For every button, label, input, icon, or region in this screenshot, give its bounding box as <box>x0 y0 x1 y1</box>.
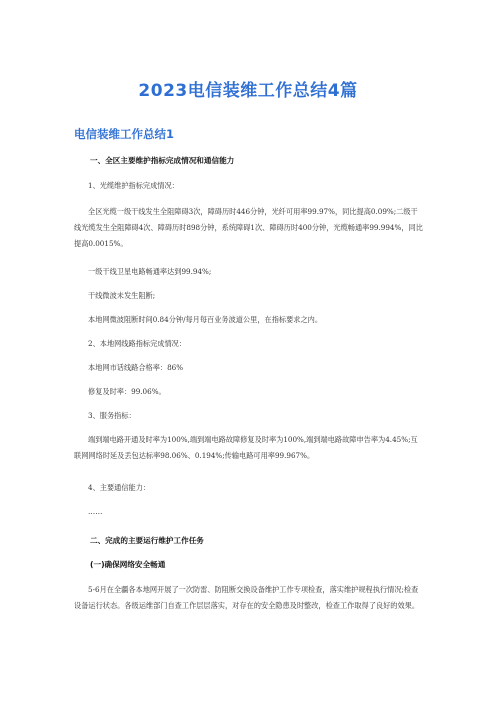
heading-2: 二、完成的主要运行维护工作任务 <box>90 536 204 545</box>
paragraph-12: …… <box>88 507 103 516</box>
paragraph-11: 4、主要通信能力： <box>88 483 151 492</box>
document-title: 2023电信装维工作总结4篇 <box>138 81 358 101</box>
paragraph-3: 一级干线卫星电路畅通率达到99.94%; <box>88 267 212 276</box>
paragraph-7: 本地网市话线路合格率：86% <box>88 363 184 372</box>
section-title: 电信装维工作总结1 <box>74 127 175 141</box>
paragraph-10: 端到端电路开通及时率为100%,端到端电路故障修复及时率为100%,端到端电路故障申告率为4.45%;互联网网络时延及丢包达标率98.06%、0.194%;传输电路可用率99.967%。 <box>74 435 418 460</box>
heading-1: 一、全区主要维护指标完成情况和通信能力 <box>90 156 235 165</box>
paragraph-8: 修复及时率：99.06%。 <box>88 387 166 396</box>
paragraph-9: 3、服务指标： <box>88 411 136 420</box>
paragraph-5: 本地网微波阻断时间0.84分钟/每月每百业务波道公里，在指标要求之内。 <box>88 315 323 324</box>
paragraph-1: 1、光缆维护指标完成情况： <box>88 181 179 190</box>
paragraph-6: 2、本地网线路指标完成情况： <box>88 339 187 348</box>
paragraph-2: 全区光缆一级干线发生全阻障碍3次，障碍历时446分钟，光纤可用率99.97%，同比提高0.09%;二级干线光缆发生全阻障碍4次、障碍历时898分钟，系统障碍1次、障碍历时400分钟，光缆畅通率99.994%，同比提高0.0015%。 <box>74 207 423 248</box>
heading-3: (一)确保网络安全畅通 <box>90 560 166 569</box>
paragraph-4: 干线微波未发生阻断; <box>88 291 156 300</box>
paragraph-13: 5-6月在全疆各本地网开展了一次防雷、防阻断交换设备维护工作专项检查，落实维护规程执行情况;检查设备运行状态。各级运维部门自查工作层层落实，对存在的安全隐患及时整改，检查工作取得了良好的效果。 <box>74 585 420 610</box>
